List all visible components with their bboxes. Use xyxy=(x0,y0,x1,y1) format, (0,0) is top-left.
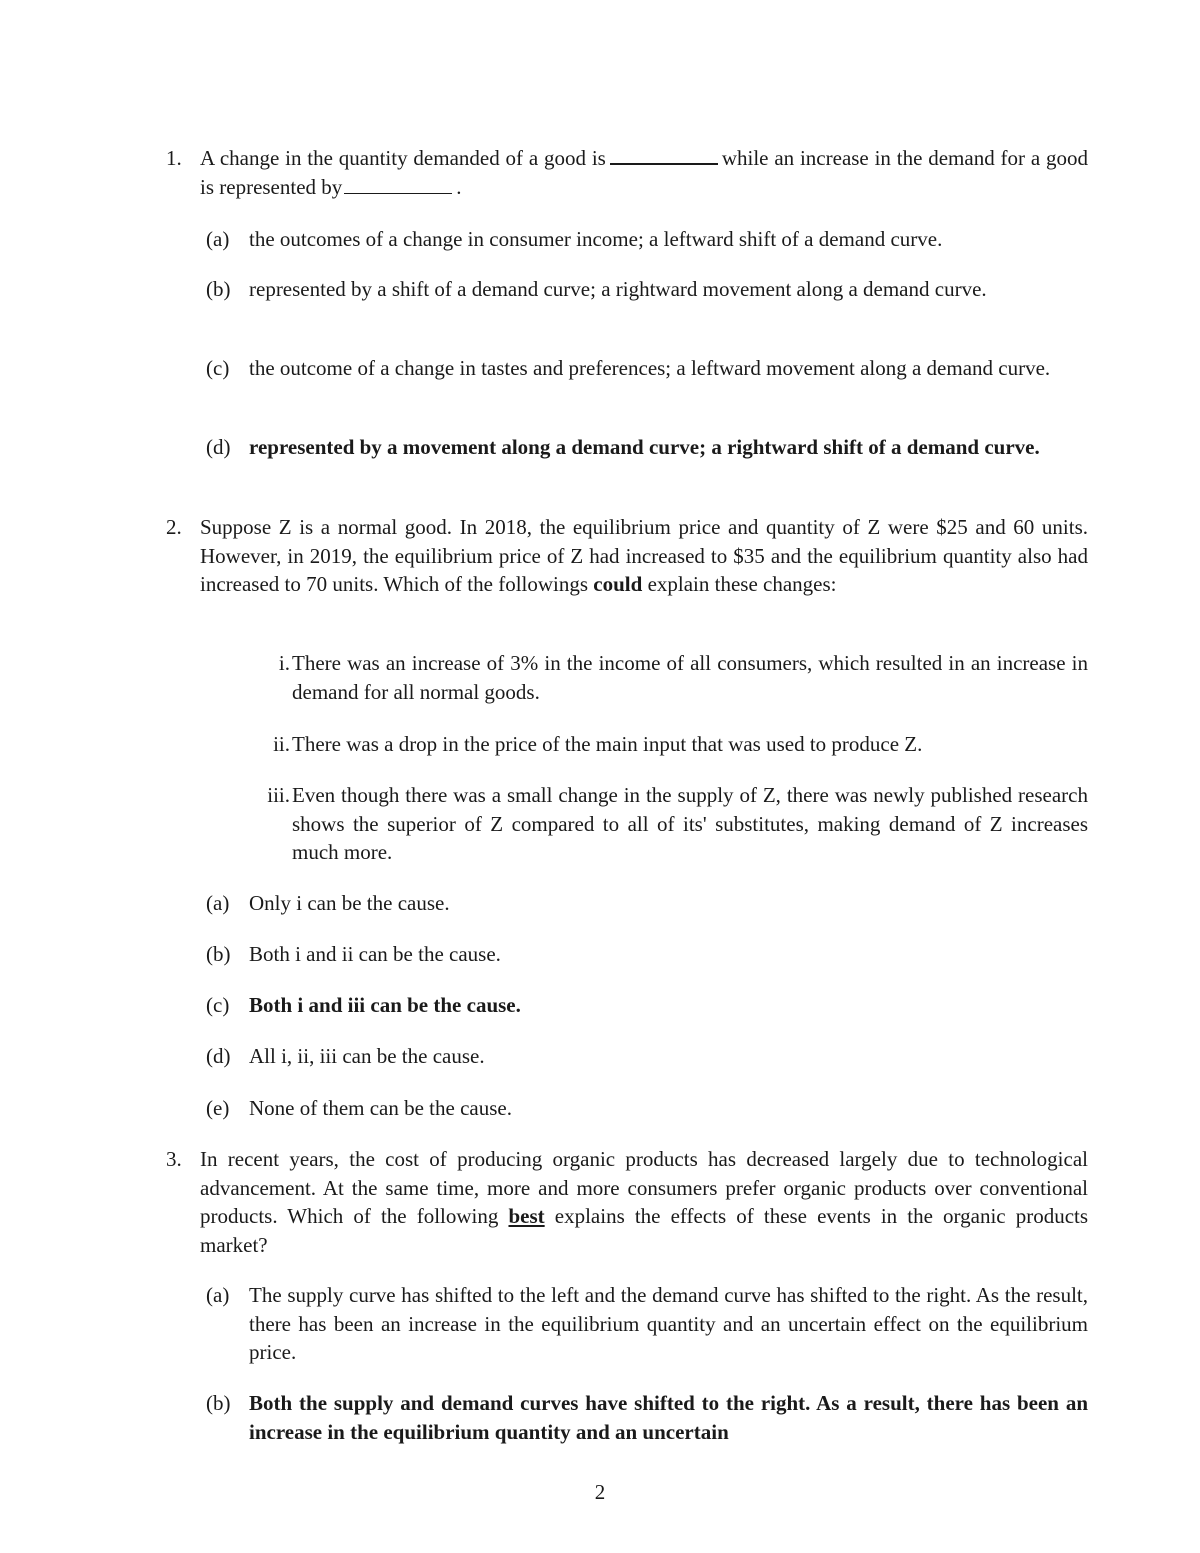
option-label: (b) xyxy=(206,942,231,966)
q2-statement-ii xyxy=(273,730,1088,759)
q1-option-d-correct xyxy=(206,433,1088,462)
q2-statement-iii xyxy=(267,781,1088,867)
page-number: 2 xyxy=(594,1480,606,1504)
option-text: represented by a movement along a demand curve; a rightward shift of a demand curve. xyxy=(249,435,1040,459)
option-label: (d) xyxy=(206,435,231,459)
q3-option-b-correct xyxy=(206,1389,1088,1446)
option-text: All i, ii, iii can be the cause. xyxy=(249,1044,485,1068)
statement-text: There was a drop in the price of the main input that was used to produce Z. xyxy=(292,732,923,756)
option-text: Only i can be the cause. xyxy=(249,891,450,915)
statement-text: There was an increase of 3% in the income of all consumers, which resulted in an increase in demand for all normal goods. xyxy=(292,651,1088,704)
q2-statement-i xyxy=(278,649,1088,706)
option-text: Both i and ii can be the cause. xyxy=(249,942,501,966)
option-label: (b) xyxy=(206,1391,231,1415)
question-stem-part2: explains the effects of these events in the organic products market? xyxy=(200,1204,1089,1257)
question-number: 1. xyxy=(166,146,182,170)
option-text: Both i and iii can be the cause. xyxy=(249,993,521,1017)
q2-option-b xyxy=(206,940,1088,969)
option-label: (d) xyxy=(206,1044,231,1068)
q2-option-a xyxy=(206,889,1088,918)
answer-blank-1 xyxy=(610,145,718,165)
question-number: 2. xyxy=(166,515,182,539)
option-text: None of them can be the cause. xyxy=(249,1096,512,1120)
option-text: Both the supply and demand curves have shifted to the right. As a result, there has been an increase in the equilibrium quantity and an uncertain xyxy=(249,1391,1088,1444)
question-stem-underlined: best xyxy=(508,1204,545,1228)
q3-option-a xyxy=(206,1281,1088,1367)
question-stem-emphasis: could xyxy=(593,572,643,596)
q1-option-c xyxy=(206,354,1088,383)
option-text: the outcome of a change in tastes and preferences; a leftward movement along a demand curve. xyxy=(249,356,1051,380)
option-label: (e) xyxy=(206,1096,230,1120)
question-3 xyxy=(166,1145,1089,1259)
q2-option-d xyxy=(206,1042,1088,1071)
statement-label: i. xyxy=(278,651,290,675)
option-label: (a) xyxy=(206,227,230,251)
option-label: (a) xyxy=(206,1283,230,1307)
question-number: 3. xyxy=(166,1147,182,1171)
question-2 xyxy=(166,513,1088,599)
option-text: the outcomes of a change in consumer income; a leftward shift of a demand curve. xyxy=(249,227,943,251)
q1-option-b xyxy=(206,275,1088,304)
question-stem-part1: Suppose Z is a normal good. In 2018, the equilibrium price and quantity of Z were $25 and 60 units. However, in 2019, the equilibrium price of Z had increased to $35 and the equilibrium quantity also had increased to 70 units. Which of the followings xyxy=(200,515,1088,596)
q2-option-c-correct xyxy=(206,991,1088,1020)
question-stem-part1: A change in the quantity demanded of a good is xyxy=(200,146,606,170)
option-text: The supply curve has shifted to the left and the demand curve has shifted to the right. As the result, there has been an increase in the equilibrium quantity and an uncertain effect on the equilibrium price. xyxy=(249,1283,1088,1364)
statement-label: iii. xyxy=(267,783,290,807)
question-stem-part2: explain these changes: xyxy=(647,572,837,596)
statement-text: Even though there was a small change in the supply of Z, there was newly published research shows the superior of Z compared to all of its' substitutes, making demand of Z increases much more. xyxy=(292,783,1088,864)
question-stem-part2: while an increase in the demand for a good is represented by xyxy=(200,146,1088,199)
question-stem-end: . xyxy=(456,174,462,199)
option-label: (a) xyxy=(206,891,230,915)
q2-option-e xyxy=(206,1094,1088,1123)
question-1 xyxy=(166,144,1088,201)
option-label: (c) xyxy=(206,993,230,1017)
question-stem-part1: In recent years, the cost of producing organic products has decreased largely due to technological advancement. At the same time, more and more consumers prefer organic products over conventional products. Which of the following xyxy=(200,1147,1088,1228)
option-label: (b) xyxy=(206,277,231,301)
option-label: (c) xyxy=(206,356,230,380)
statement-label: ii. xyxy=(273,732,290,756)
q1-option-a xyxy=(206,225,1088,254)
option-text: represented by a shift of a demand curve; a rightward movement along a demand curve. xyxy=(249,277,987,301)
answer-blank-2 xyxy=(344,175,452,194)
